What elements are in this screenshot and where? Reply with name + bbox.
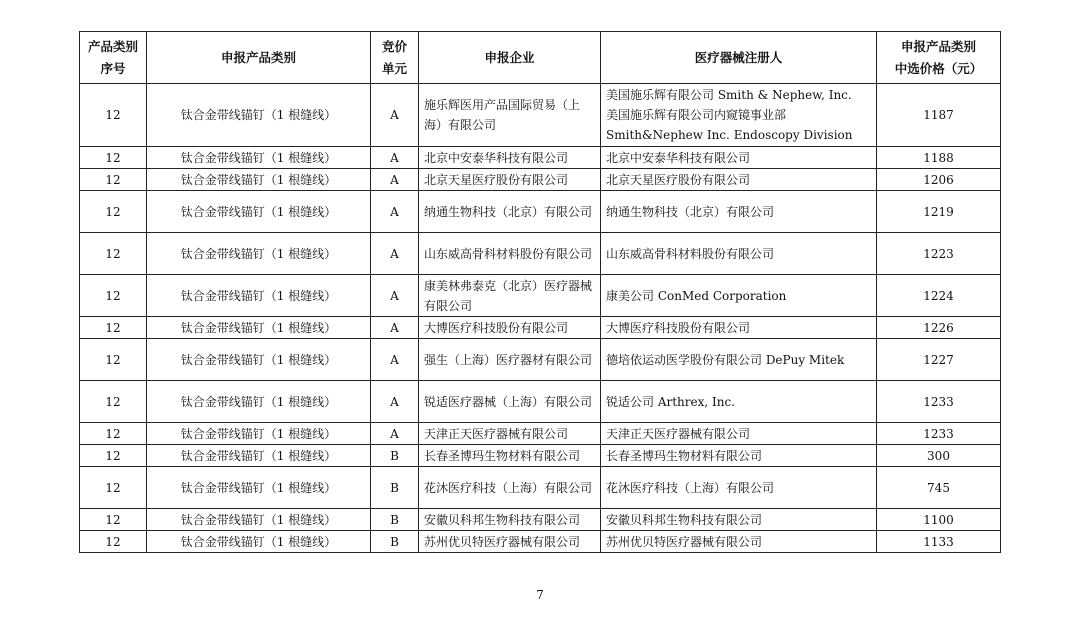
cell-unit: B (371, 531, 419, 553)
table-row (80, 317, 1001, 339)
cell-category: 钛合金带线锚钉（1 根缝线） (147, 381, 371, 423)
cell-seq: 12 (80, 381, 147, 423)
cell-category: 钛合金带线锚钉（1 根缝线） (147, 84, 371, 147)
cell-seq: 12 (80, 317, 147, 339)
cell-registrant (601, 531, 877, 553)
cell-category: 钛合金带线锚钉（1 根缝线） (147, 509, 371, 531)
cell-price: 1100 (877, 509, 1001, 531)
cell-unit: A (371, 339, 419, 381)
registrant-line: 锐适公司 Arthrex, Inc. (606, 394, 736, 409)
table-row (80, 147, 1001, 169)
cell-category: 钛合金带线锚钉（1 根缝线） (147, 445, 371, 467)
registrant-line: 花沐医疗科技（上海）有限公司 (606, 480, 775, 495)
cell-company: 安徽贝科邦生物科技有限公司 (419, 509, 601, 531)
header-seq: 产品类别 序号 (80, 32, 147, 84)
cell-unit: A (371, 84, 419, 147)
page-number: 7 (536, 588, 544, 602)
cell-price: 300 (877, 445, 1001, 467)
header-unit: 竞价 单元 (371, 32, 419, 84)
cell-price: 1223 (877, 233, 1001, 275)
cell-company: 花沐医疗科技（上海）有限公司 (419, 467, 601, 509)
cell-category: 钛合金带线锚钉（1 根缝线） (147, 169, 371, 191)
table-row (80, 233, 1001, 275)
cell-company: 强生（上海）医疗器材有限公司 (419, 339, 601, 381)
cell-registrant (601, 147, 877, 169)
cell-unit: A (371, 317, 419, 339)
cell-seq: 12 (80, 275, 147, 317)
registrant-line: 北京天星医疗股份有限公司 (606, 172, 751, 187)
cell-unit: A (371, 233, 419, 275)
cell-company: 苏州优贝特医疗器械有限公司 (419, 531, 601, 553)
cell-price: 1227 (877, 339, 1001, 381)
registrant-line: 北京中安泰华科技有限公司 (606, 150, 751, 165)
registrant-line: 天津正天医疗器械有限公司 (606, 426, 751, 441)
table-row (80, 509, 1001, 531)
cell-seq: 12 (80, 445, 147, 467)
cell-category: 钛合金带线锚钉（1 根缝线） (147, 531, 371, 553)
cell-company: 纳通生物科技（北京）有限公司 (419, 191, 601, 233)
registrant-line: 山东威高骨科材料股份有限公司 (606, 246, 775, 261)
cell-price: 1226 (877, 317, 1001, 339)
cell-price: 1233 (877, 381, 1001, 423)
cell-price: 1187 (877, 84, 1001, 147)
cell-registrant (601, 423, 877, 445)
cell-category: 钛合金带线锚钉（1 根缝线） (147, 467, 371, 509)
registrant-line: 纳通生物科技（北京）有限公司 (606, 204, 775, 219)
cell-unit: B (371, 445, 419, 467)
cell-company: 施乐辉医用产品国际贸易（上海）有限公司 (419, 84, 601, 147)
cell-price: 745 (877, 467, 1001, 509)
cell-company: 北京中安泰华科技有限公司 (419, 147, 601, 169)
table-row (80, 423, 1001, 445)
registrant-line: 美国施乐辉有限公司 Smith & Nephew, Inc. (606, 88, 852, 102)
cell-unit: A (371, 381, 419, 423)
table-row (80, 84, 1001, 147)
registrant-line: 美国施乐辉有限公司内窥镜事业部 (606, 108, 787, 122)
cell-category: 钛合金带线锚钉（1 根缝线） (147, 423, 371, 445)
cell-price: 1206 (877, 169, 1001, 191)
cell-registrant (601, 445, 877, 467)
table-row (80, 191, 1001, 233)
table-row (80, 531, 1001, 553)
cell-category: 钛合金带线锚钉（1 根缝线） (147, 233, 371, 275)
cell-registrant (601, 317, 877, 339)
table-row (80, 275, 1001, 317)
registrant-line: Smith&Nephew Inc. Endoscopy Division (606, 128, 853, 142)
cell-category: 钛合金带线锚钉（1 根缝线） (147, 275, 371, 317)
cell-price: 1219 (877, 191, 1001, 233)
cell-unit: B (371, 467, 419, 509)
registrant-line: 康美公司 ConMed Corporation (606, 288, 787, 303)
cell-seq: 12 (80, 423, 147, 445)
cell-company: 长春圣博玛生物材料有限公司 (419, 445, 601, 467)
cell-company: 天津正天医疗器械有限公司 (419, 423, 601, 445)
cell-seq: 12 (80, 169, 147, 191)
cell-price: 1133 (877, 531, 1001, 553)
header-category: 申报产品类别 (147, 32, 371, 84)
cell-company: 北京天星医疗股份有限公司 (419, 169, 601, 191)
registrant-line: 安徽贝科邦生物科技有限公司 (606, 512, 763, 527)
cell-seq: 12 (80, 467, 147, 509)
cell-seq: 12 (80, 531, 147, 553)
header-registrant: 医疗器械注册人 (601, 32, 877, 84)
cell-company: 大博医疗科技股份有限公司 (419, 317, 601, 339)
cell-seq: 12 (80, 84, 147, 147)
cell-unit: B (371, 509, 419, 531)
cell-company: 山东威高骨科材料股份有限公司 (419, 233, 601, 275)
cell-registrant (601, 339, 877, 381)
cell-price: 1188 (877, 147, 1001, 169)
cell-seq: 12 (80, 191, 147, 233)
registrant-line: 苏州优贝特医疗器械有限公司 (606, 534, 763, 549)
cell-unit: A (371, 191, 419, 233)
cell-company: 康美林弗泰克（北京）医疗器械有限公司 (419, 275, 601, 317)
cell-seq: 12 (80, 339, 147, 381)
table-row (80, 381, 1001, 423)
cell-registrant (601, 84, 877, 147)
header-price: 申报产品类别 中选价格（元） (877, 32, 1001, 84)
table-body (80, 84, 1001, 553)
cell-unit: A (371, 147, 419, 169)
registrant-line: 长春圣博玛生物材料有限公司 (606, 448, 763, 463)
cell-category: 钛合金带线锚钉（1 根缝线） (147, 339, 371, 381)
table-row (80, 445, 1001, 467)
cell-registrant (601, 509, 877, 531)
table-row (80, 169, 1001, 191)
cell-seq: 12 (80, 147, 147, 169)
cell-unit: A (371, 275, 419, 317)
cell-category: 钛合金带线锚钉（1 根缝线） (147, 191, 371, 233)
table-header-row (80, 32, 1001, 84)
cell-seq: 12 (80, 509, 147, 531)
table-row (80, 467, 1001, 509)
header-company: 申报企业 (419, 32, 601, 84)
cell-registrant (601, 275, 877, 317)
cell-unit: A (371, 423, 419, 445)
registrant-line: 德培依运动医学股份有限公司 DePuy Mitek (606, 352, 845, 367)
cell-category: 钛合金带线锚钉（1 根缝线） (147, 147, 371, 169)
cell-seq: 12 (80, 233, 147, 275)
cell-company: 锐适医疗器械（上海）有限公司 (419, 381, 601, 423)
cell-price: 1224 (877, 275, 1001, 317)
cell-registrant (601, 233, 877, 275)
cell-registrant (601, 169, 877, 191)
cell-unit: A (371, 169, 419, 191)
bid-results-table (79, 31, 1001, 553)
cell-price: 1233 (877, 423, 1001, 445)
table-row (80, 339, 1001, 381)
cell-registrant (601, 381, 877, 423)
cell-registrant (601, 467, 877, 509)
cell-category: 钛合金带线锚钉（1 根缝线） (147, 317, 371, 339)
registrant-line: 大博医疗科技股份有限公司 (606, 320, 751, 335)
cell-registrant (601, 191, 877, 233)
